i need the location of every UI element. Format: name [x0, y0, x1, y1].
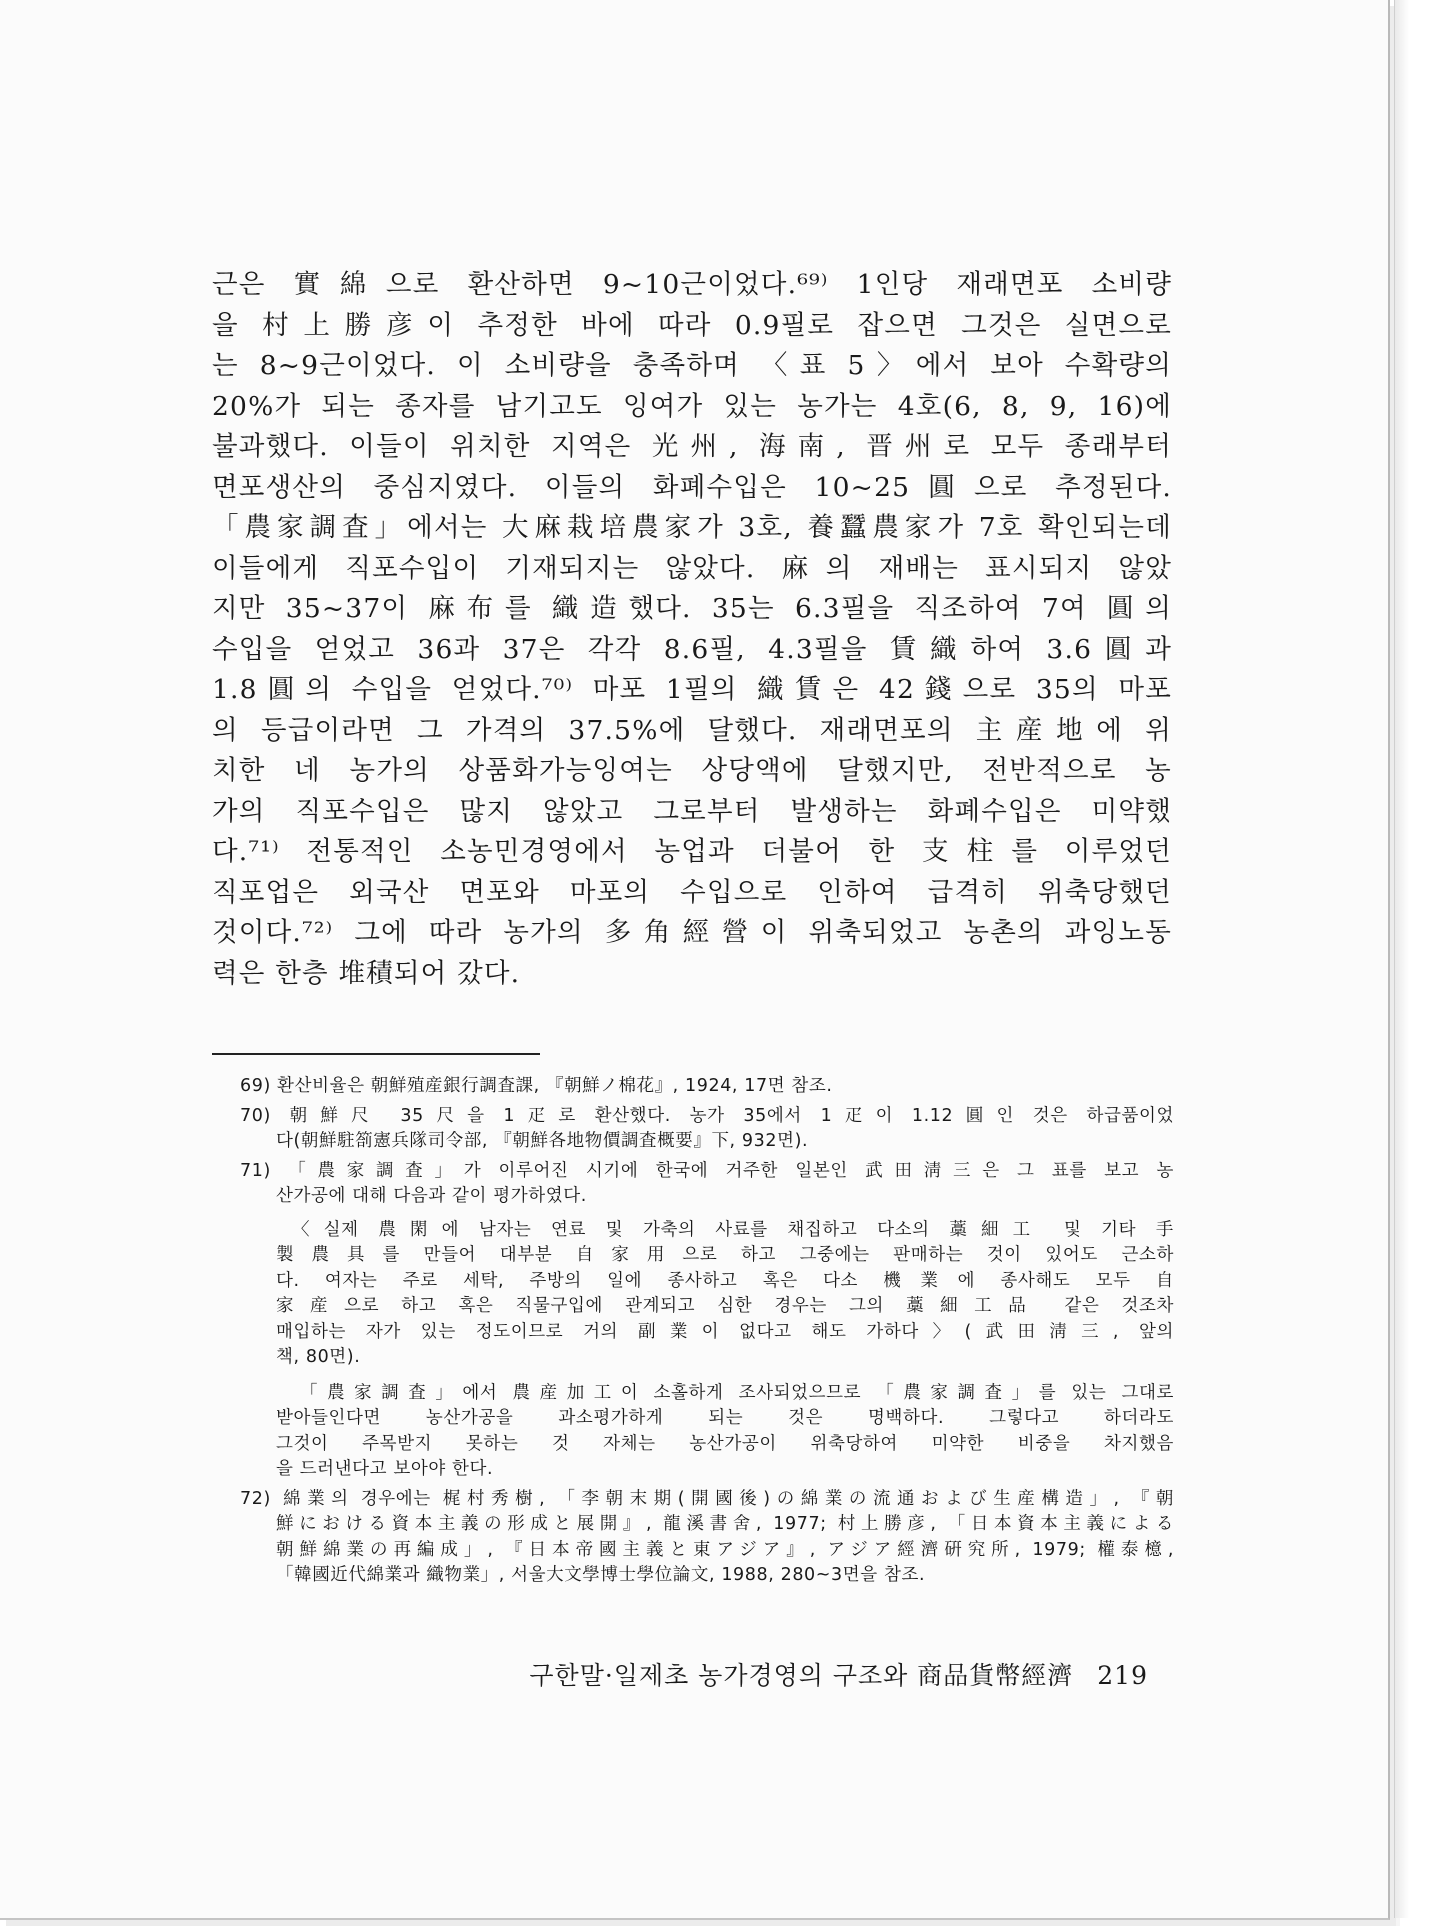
page-edge: [1394, 0, 1409, 1918]
footnote-divider: [212, 1053, 540, 1055]
body-line: 20%가 되는 종자를 남기고도 잉여가 있는 농가는 4호(6, 8, 9, 16)에: [212, 390, 1172, 422]
footnote-71: [240, 1159, 1174, 1483]
footnote-70: [240, 1104, 1174, 1155]
footnote-69: [240, 1074, 1174, 1100]
body-line: 불과했다. 이들이 위치한 지역은 光州, 海南, 晋州로 모두 종래부터: [212, 431, 1172, 462]
footnote-line: 朝鮮綿業の再編成」, 『日本帝國主義と東アジア』, アジア經濟硏究所, 1979; 權泰檍,: [276, 1539, 1174, 1560]
body-line: 것이다.⁷²⁾ 그에 따라 농가의 多角經營이 위축되었고 농촌의 과잉노동: [212, 917, 1172, 948]
footnote-line: 다(朝鮮駐箚憲兵隊司令部, 『朝鮮各地物價調査概要』下, 932면).: [276, 1131, 809, 1151]
body-line: 근은 實綿으로 환산하면 9~10근이었다.⁶⁹⁾ 1인당 재래면포 소비량: [212, 269, 1172, 300]
footnote-line: 71) 「農家調査」가 이루어진 시기에 한국에 거주한 일본인 武田淸三은 그 표를 보고 농: [240, 1160, 1174, 1181]
body-line: 는 8~9근이었다. 이 소비량을 충족하며 〈표 5〉에서 보아 수확량의: [212, 350, 1172, 381]
footnote-line: 을 드러낸다고 보아야 한다.: [276, 1459, 494, 1479]
body-line: 지만 35~37이 麻布를 織造했다. 35는 6.3필을 직조하여 7여 圓의: [212, 593, 1172, 624]
footnote-line: 산가공에 대해 다음과 같이 평가하였다.: [276, 1186, 587, 1206]
footnote-line: 鮮における資本主義の形成と展開』, 龍溪書舍, 1977; 村上勝彦, 「日本資本主義による: [276, 1514, 1174, 1534]
footnote-line: 72) 綿業의 경우에는 梶村秀樹, 「李朝末期(開國後)の綿業の流通および生産構造」, 『朝: [240, 1488, 1174, 1509]
body-line: 이들에게 직포수입이 기재되지는 않았다. 麻의 재배는 표시되지 않았: [212, 552, 1172, 584]
footnote-71-comment: [240, 1381, 1174, 1483]
body-line: 다.⁷¹⁾ 전통적인 소농민경영에서 농업과 더불어 한 支柱를 이루었던: [212, 836, 1172, 867]
body-line: 가의 직포수입은 많지 않았고 그로부터 발생하는 화폐수입은 미약했: [212, 795, 1172, 827]
footnote-71-quote: [240, 1218, 1174, 1371]
footnote-line: 69) 환산비율은 朝鮮殖産銀行調査課, 『朝鮮ノ棉花』, 1924, 17면 참조.: [240, 1076, 833, 1096]
body-line: 을 村上勝彦이 추정한 바에 따라 0.9필로 잡으면 그것은 실면으로: [212, 309, 1172, 341]
footnote-line: 매입하는 자가 있는 정도이므로 거의 副業이 없다고 해도 가하다〉(武田淸三, 앞의: [276, 1321, 1174, 1342]
body-line: 면포생산의 중심지였다. 이들의 화폐수입은 10~25圓으로 추정된다.: [212, 471, 1172, 503]
footnote-line: 家産으로 하고 혹은 직물구입에 관계되고 심한 경우는 그의 藁細工品 같은 것조차: [276, 1296, 1174, 1316]
running-footer: [488, 1656, 1148, 1692]
body-line: 치한 네 농가의 상품화가능잉여는 상당액에 달했지만, 전반적으로 농: [212, 755, 1172, 786]
footnote-line: 〈실제 農閑에 남자는 연료 및 가축의 사료를 채집하고 다소의 藁細工 및 기타 手: [292, 1219, 1174, 1240]
body-line: 의 등급이라면 그 가격의 37.5%에 달했다. 재래면포의 主産地에 위: [212, 714, 1172, 746]
footnote-line: 책, 80면).: [276, 1347, 361, 1367]
page-number: 219: [1097, 1661, 1148, 1690]
body-line: 1.8圓의 수입을 얻었다.⁷⁰⁾ 마포 1필의 織賃은 42錢으로 35의 마포: [212, 674, 1172, 705]
footnote-line: 製農具를 만들어 대부분 自家用으로 하고 그중에는 판매하는 것이 있어도 근소하: [276, 1245, 1174, 1265]
footnotes: [240, 1074, 1174, 1593]
running-title: 구한말·일제초 농가경영의 구조와 商品貨幣經濟: [529, 1661, 1074, 1690]
body-line: 「農家調査」에서는 大麻栽培農家가 3호, 養蠶農家가 7호 확인되는데: [212, 512, 1172, 543]
footnote-line: 받아들인다면 농산가공을 과소평가하게 되는 것은 명백하다. 그렇다고 하더라도: [276, 1408, 1174, 1428]
body-line: 력은 한층 堆積되어 갔다.: [212, 957, 521, 989]
footnote-72: [240, 1487, 1174, 1589]
body-line: 수입을 얻었고 36과 37은 각각 8.6필, 4.3필을 賃織하여 3.6圓과: [212, 633, 1172, 665]
footnote-line: 「農家調査」에서 農産加工이 소홀하게 조사되었으므로 「農家調査」를 있는 그대로: [300, 1382, 1174, 1403]
footnote-line: 다. 여자는 주로 세탁, 주방의 일에 종사하고 혹은 다소 機業에 종사해도 모두 自: [276, 1270, 1174, 1291]
body-text: [212, 265, 1172, 994]
footnote-line: 「韓國近代綿業과 織物業」, 서울大文學博士學位論文, 1988, 280~3면을 참조.: [276, 1565, 926, 1585]
footnote-line: 70) 朝鮮尺 35尺을 1疋로 환산했다. 농가 35에서 1疋이 1.12圓인 것은 하급품이었: [240, 1105, 1174, 1126]
body-line: 직포업은 외국산 면포와 마포의 수입으로 인하여 급격히 위축당했던: [212, 876, 1172, 908]
footnote-line: 그것이 주목받지 못하는 것 자체는 농산가공이 위축당하여 미약한 비중을 차지했음: [276, 1433, 1174, 1454]
